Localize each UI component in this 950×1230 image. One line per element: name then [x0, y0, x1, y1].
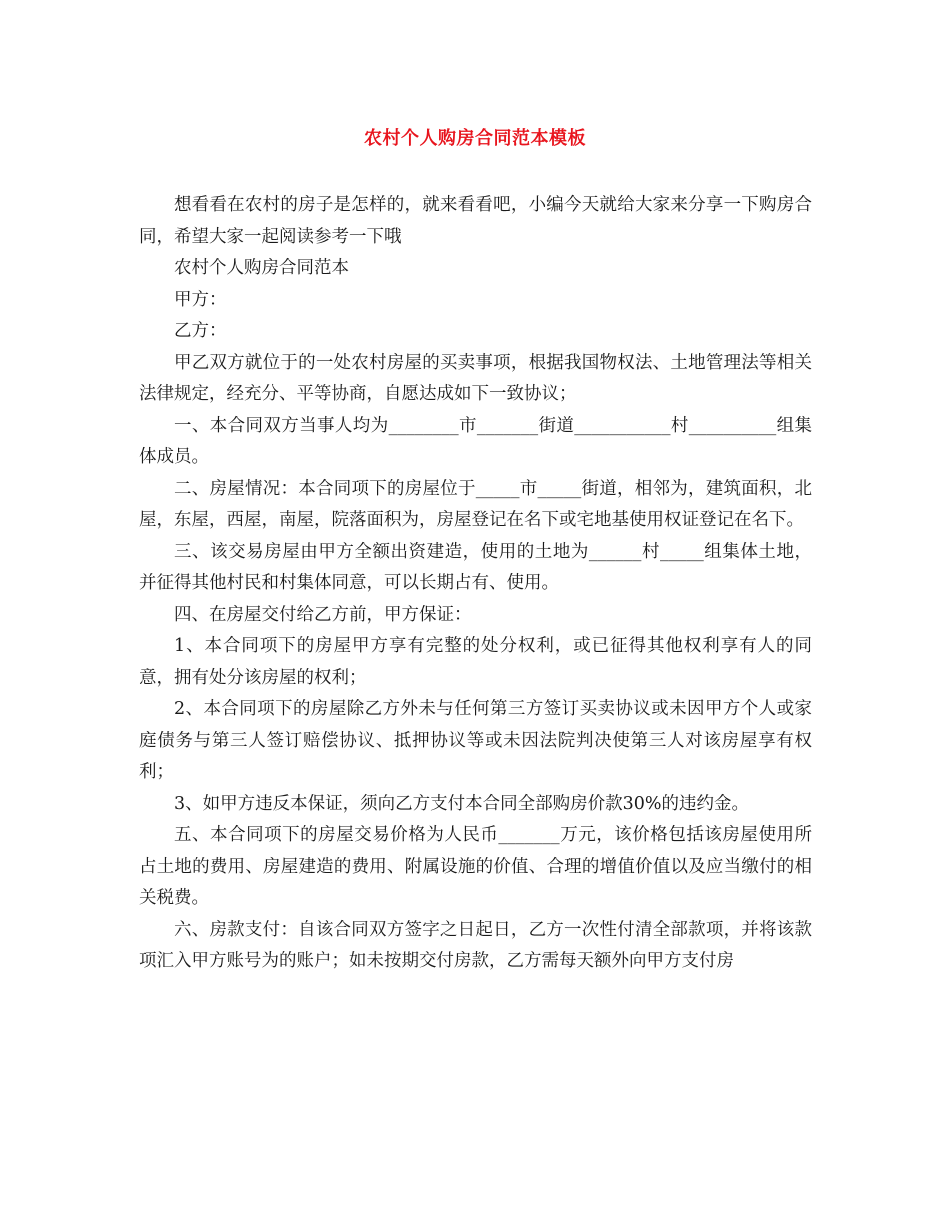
party-b-line: 乙方： — [174, 321, 227, 341]
document-title: 农村个人购房合同范本模板 — [364, 128, 586, 149]
clause-4-item-2: 2、本合同项下的房屋除乙方外未与任何第三方签订买卖协议或未因甲方个人或家庭债务与第三人签订赔偿协议、抵押协议等或未因法院判决使第三人对该房屋享有权利； — [139, 699, 812, 782]
clause-3: 三、该交易房屋由甲方全额出资建造，使用的土地为______村_____组集体土地，并征得其他村民和村集体同意，可以长期占有、使用。 — [139, 541, 812, 593]
clause-4: 四、在房屋交付给乙方前，甲方保证： — [174, 604, 472, 625]
clause-4-item-1: 1、本合同项下的房屋甲方享有完整的处分权利，或已征得其他权利享有人的同意，拥有处分该房屋的权利； — [139, 636, 812, 688]
clause-5: 五、本合同项下的房屋交易价格为人民币_______万元，该价格包括该房屋使用所占土地的费用、房屋建造的费用、附属设施的价值、合理的增值价值以及应当缴付的相关税费。 — [139, 825, 812, 908]
clause-4-item-3: 3、如甲方违反本保证，须向乙方支付本合同全部购房价款30%的违约金。 — [174, 793, 750, 814]
intro-paragraph: 想看看在农村的房子是怎样的，就来看看吧，小编今天就给大家来分享一下购房合同，希望大家一起阅读参考一下哦 — [139, 195, 812, 247]
clause-6: 六、房款支付：自该合同双方签字之日起日，乙方一次性付清全部款项，并将该款项汇入甲方账号为的账户；如未按期交付房款，乙方需每天额外向甲方支付房 — [139, 919, 812, 971]
clause-2: 二、房屋情况：本合同项下的房屋位于_____市_____街道，相邻为，建筑面积，北屋，东屋，西屋，南屋，院落面积为，房屋登记在名下或宅地基使用权证登记在名下。 — [139, 478, 812, 530]
clause-1: 一、本合同双方当事人均为________市_______街道___________村__________组集体成员。 — [139, 415, 812, 467]
document-body — [139, 190, 812, 978]
preamble-paragraph: 甲乙双方就位于的一处农村房屋的买卖事项，根据我国物权法、土地管理法等相关法律规定，经充分、平等协商，自愿达成如下一致协议； — [139, 352, 812, 404]
party-a-line: 甲方： — [174, 289, 227, 310]
contract-heading: 农村个人购房合同范本 — [174, 258, 349, 278]
